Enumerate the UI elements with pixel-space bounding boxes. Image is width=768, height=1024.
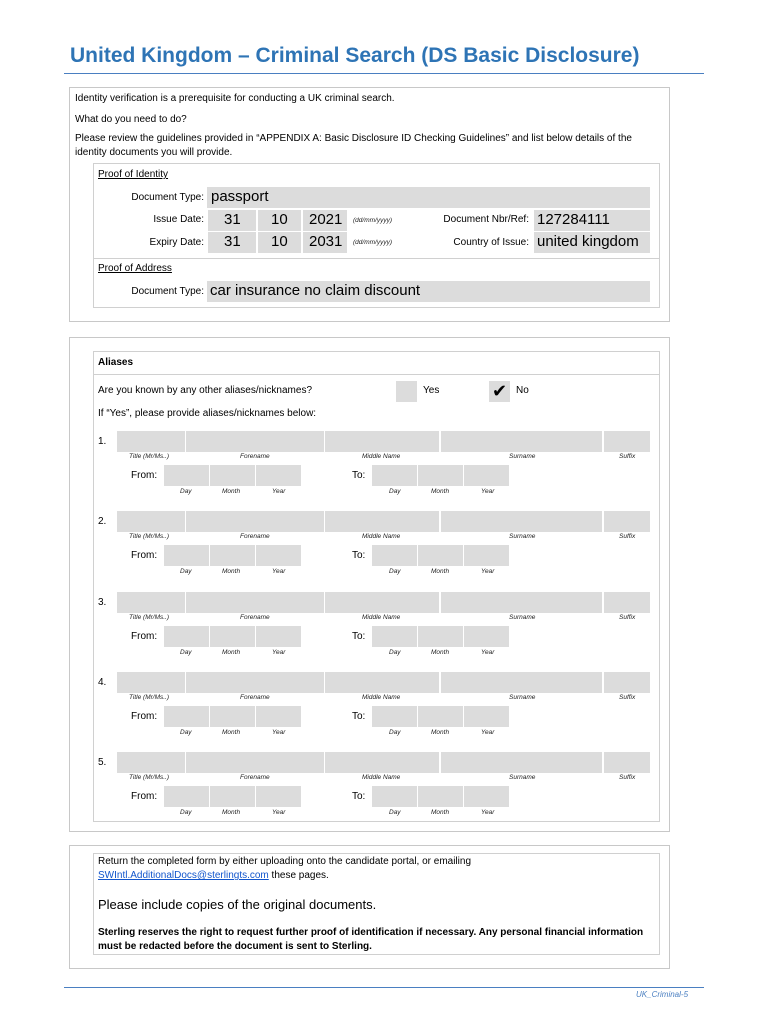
alias-from-year-field[interactable] — [256, 465, 301, 486]
alias-surname-caption: Surname — [509, 693, 536, 701]
expiry-date-hint: (dd/mm/yyyy) — [353, 239, 392, 246]
alias-row-number: 5. — [98, 757, 107, 769]
alias-surname-caption: Surname — [509, 613, 536, 621]
intro-line3: Please review the guidelines provided in “APPENDIX A: Basic Disclosure ID Checking Guidelines” and list below details of the — [75, 133, 632, 144]
alias-to-year-caption: Year — [481, 728, 495, 736]
alias-forename-field[interactable] — [186, 511, 324, 532]
address-doc-type-field[interactable]: car insurance no claim discount — [207, 281, 650, 302]
alias-middle-name-field[interactable] — [325, 592, 439, 613]
alias-surname-field[interactable] — [441, 752, 602, 773]
alias-from-day-caption: Day — [180, 728, 192, 736]
country-label: Country of Issue: — [453, 237, 529, 248]
alias-from-label: From: — [131, 630, 158, 642]
alias-to-day-field[interactable] — [372, 706, 417, 727]
alias-from-year-field[interactable] — [256, 706, 301, 727]
country-field[interactable]: united kingdom — [534, 232, 650, 253]
alias-suffix-field[interactable] — [604, 592, 650, 613]
email-link[interactable]: SWIntl.AdditionalDocs@sterlingts.com — [98, 870, 269, 881]
return-line: Return the completed form by either uploading onto the candidate portal, or emailing — [98, 856, 472, 867]
alias-row-number: 4. — [98, 676, 107, 688]
page-title: United Kingdom – Criminal Search (DS Basic Disclosure) — [70, 44, 640, 67]
yes-label: Yes — [423, 385, 440, 396]
alias-middle-name-field[interactable] — [325, 672, 439, 693]
alias-to-day-field[interactable] — [372, 786, 417, 807]
alias-suffix-caption: Suffix — [619, 453, 636, 460]
alias-middle-caption: Middle Name — [362, 613, 401, 621]
alias-to-month-caption: Month — [431, 488, 450, 495]
alias-suffix-field[interactable] — [604, 752, 650, 773]
alias-to-year-caption: Year — [481, 809, 495, 817]
alias-to-year-field[interactable] — [464, 786, 509, 807]
no-label: No — [516, 385, 529, 396]
alias-to-day-field[interactable] — [372, 465, 417, 486]
alias-to-month-caption: Month — [431, 809, 450, 817]
alias-from-year-caption: Year — [272, 809, 286, 817]
alias-forename-caption: Forename — [240, 774, 270, 782]
bold-notice-line2: must be redacted before the document is sent to Sterling. — [98, 941, 372, 952]
address-doc-type-label: Document Type: — [131, 286, 204, 297]
aliases-heading: Aliases — [98, 357, 134, 368]
bold-notice-line1: Sterling reserves the right to request further proof of identification if necessary. Any personal financial information — [98, 927, 644, 938]
alias-suffix-field[interactable] — [604, 431, 650, 452]
alias-to-month-caption: Month — [431, 568, 450, 576]
doc-nbr-field[interactable]: 127284111 — [534, 210, 650, 231]
alias-from-month-field[interactable] — [210, 465, 255, 486]
alias-from-year-caption: Year — [272, 648, 286, 656]
alias-middle-caption: Middle Name — [362, 453, 401, 460]
alias-surname-field[interactable] — [441, 511, 602, 532]
alias-title-caption: Title (Mr/Ms..) — [129, 774, 170, 782]
alias-to-year-field[interactable] — [464, 626, 509, 647]
alias-to-month-field[interactable] — [418, 545, 463, 566]
alias-to-day-caption: Day — [389, 648, 401, 656]
alias-to-label: To: — [352, 710, 366, 722]
alias-row-number: 2. — [98, 516, 107, 528]
alias-from-year-caption: Year — [272, 488, 286, 495]
issue-year-field[interactable]: 2021 — [303, 210, 347, 231]
alias-to-month-caption: Month — [431, 728, 450, 736]
alias-from-day-field[interactable] — [164, 706, 209, 727]
alias-suffix-caption: Suffix — [619, 533, 636, 541]
doc-type-label: Document Type: — [131, 192, 204, 203]
alias-to-month-field[interactable] — [418, 786, 463, 807]
alias-title-caption: Title (Mr/Ms..) — [129, 613, 170, 621]
alias-forename-field[interactable] — [186, 431, 324, 452]
yes-checkbox[interactable] — [396, 381, 417, 402]
alias-title-field[interactable] — [117, 511, 185, 532]
intro-line2: What do you need to do? — [75, 114, 187, 125]
intro-line1: Identity verification is a prerequisite for conducting a UK criminal search. — [75, 93, 395, 104]
alias-from-label: From: — [131, 550, 158, 562]
alias-title-caption: Title (Mr/Ms..) — [129, 533, 170, 541]
alias-suffix-field[interactable] — [604, 511, 650, 532]
alias-from-month-caption: Month — [222, 809, 241, 817]
page-ref: UK_Criminal-5 — [636, 990, 689, 999]
alias-forename-field[interactable] — [186, 672, 324, 693]
email-suffix: these pages. — [268, 870, 329, 881]
footer-rule — [64, 987, 704, 988]
alias-title-caption: Title (Mr/Ms..) — [129, 693, 170, 701]
alias-middle-name-field[interactable] — [325, 752, 439, 773]
proof-identity-heading: Proof of Identity — [98, 169, 169, 180]
alias-to-label: To: — [352, 550, 366, 562]
alias-title-field[interactable] — [117, 672, 185, 693]
alias-middle-caption: Middle Name — [362, 533, 401, 541]
expiry-year-field[interactable]: 2031 — [303, 232, 347, 253]
alias-from-month-caption: Month — [222, 728, 241, 736]
proof-address-heading: Proof of Address — [98, 263, 172, 274]
alias-forename-field[interactable] — [186, 592, 324, 613]
alias-forename-caption: Forename — [240, 613, 270, 621]
alias-from-month-field[interactable] — [210, 545, 255, 566]
alias-from-year-field[interactable] — [256, 545, 301, 566]
alias-suffix-caption: Suffix — [619, 613, 636, 621]
alias-surname-caption: Surname — [509, 774, 536, 782]
alias-row-number: 1. — [98, 436, 107, 447]
title-rule — [64, 73, 704, 74]
alias-to-month-field[interactable] — [418, 626, 463, 647]
alias-suffix-caption: Suffix — [619, 693, 636, 701]
alias-middle-name-field[interactable] — [325, 511, 439, 532]
issue-day-field[interactable]: 31 — [208, 210, 256, 231]
alias-to-month-field[interactable] — [418, 706, 463, 727]
alias-forename-field[interactable] — [186, 752, 324, 773]
alias-to-day-caption: Day — [389, 568, 401, 576]
alias-from-day-caption: Day — [180, 648, 192, 656]
alias-from-month-field[interactable] — [210, 626, 255, 647]
alias-row-number: 3. — [98, 596, 107, 608]
alias-from-month-field[interactable] — [210, 706, 255, 727]
alias-from-month-caption: Month — [222, 568, 241, 576]
alias-to-year-caption: Year — [481, 648, 495, 656]
alias-to-label: To: — [352, 791, 366, 803]
alias-to-year-caption: Year — [481, 488, 495, 495]
alias-surname-caption: Surname — [509, 533, 536, 541]
alias-to-label: To: — [352, 470, 366, 481]
alias-from-year-caption: Year — [272, 568, 286, 576]
alias-from-day-field[interactable] — [164, 465, 209, 486]
alias-from-label: From: — [131, 791, 158, 803]
aliases-question: Are you known by any other aliases/nicknames? — [98, 385, 313, 396]
alias-from-day-caption: Day — [180, 809, 192, 817]
alias-middle-caption: Middle Name — [362, 774, 401, 782]
alias-from-day-caption: Day — [180, 568, 192, 576]
alias-from-label: From: — [131, 710, 158, 722]
doc-type-field[interactable]: passport — [207, 187, 650, 208]
alias-from-year-field[interactable] — [256, 786, 301, 807]
alias-forename-caption: Forename — [240, 453, 270, 460]
alias-to-day-caption: Day — [389, 488, 401, 495]
alias-from-label: From: — [131, 470, 158, 481]
alias-title-caption: Title (Mr/Ms..) — [129, 453, 170, 460]
alias-surname-field[interactable] — [441, 431, 602, 452]
alias-to-month-caption: Month — [431, 648, 450, 656]
alias-from-day-field[interactable] — [164, 626, 209, 647]
alias-middle-caption: Middle Name — [362, 693, 401, 701]
alias-suffix-field[interactable] — [604, 672, 650, 693]
alias-to-day-caption: Day — [389, 809, 401, 817]
alias-forename-caption: Forename — [240, 533, 270, 541]
expiry-date-label: Expiry Date: — [149, 237, 204, 248]
alias-title-field[interactable] — [117, 431, 185, 452]
alias-to-year-field[interactable] — [464, 545, 509, 566]
doc-nbr-label: Document Nbr/Ref: — [443, 214, 529, 225]
expiry-day-field[interactable]: 31 — [208, 232, 256, 253]
alias-surname-field[interactable] — [441, 672, 602, 693]
alias-surname-caption: Surname — [509, 453, 536, 460]
alias-to-day-field[interactable] — [372, 626, 417, 647]
aliases-instruction: If “Yes”, please provide aliases/nicknames below: — [98, 408, 317, 419]
alias-to-day-field[interactable] — [372, 545, 417, 566]
no-checkbox[interactable]: ✔ — [489, 381, 510, 402]
alias-from-year-field[interactable] — [256, 626, 301, 647]
alias-to-month-field[interactable] — [418, 465, 463, 486]
intro-line4: identity documents you will provide. — [75, 147, 233, 158]
expiry-month-field[interactable]: 10 — [258, 232, 301, 253]
alias-forename-caption: Forename — [240, 693, 270, 701]
alias-title-field[interactable] — [117, 592, 185, 613]
copies-note: Please include copies of the original documents. — [98, 897, 377, 912]
aliases-heading-divider — [93, 374, 660, 375]
alias-from-day-field[interactable] — [164, 545, 209, 566]
section-divider — [93, 258, 660, 259]
alias-to-year-field[interactable] — [464, 465, 509, 486]
issue-date-label: Issue Date: — [153, 214, 204, 225]
alias-suffix-caption: Suffix — [619, 774, 636, 782]
issue-month-field[interactable]: 10 — [258, 210, 301, 231]
alias-to-year-field[interactable] — [464, 706, 509, 727]
alias-title-field[interactable] — [117, 752, 185, 773]
alias-from-day-caption: Day — [180, 488, 192, 495]
alias-from-year-caption: Year — [272, 728, 286, 736]
alias-from-day-field[interactable] — [164, 786, 209, 807]
issue-date-hint: (dd/mm/yyyy) — [353, 217, 392, 224]
alias-from-month-field[interactable] — [210, 786, 255, 807]
alias-to-label: To: — [352, 630, 366, 642]
alias-surname-field[interactable] — [441, 592, 602, 613]
alias-middle-name-field[interactable] — [325, 431, 439, 452]
alias-from-month-caption: Month — [222, 648, 241, 656]
email-line — [98, 870, 329, 881]
alias-to-day-caption: Day — [389, 728, 401, 736]
alias-to-year-caption: Year — [481, 568, 495, 576]
alias-from-month-caption: Month — [222, 488, 241, 495]
